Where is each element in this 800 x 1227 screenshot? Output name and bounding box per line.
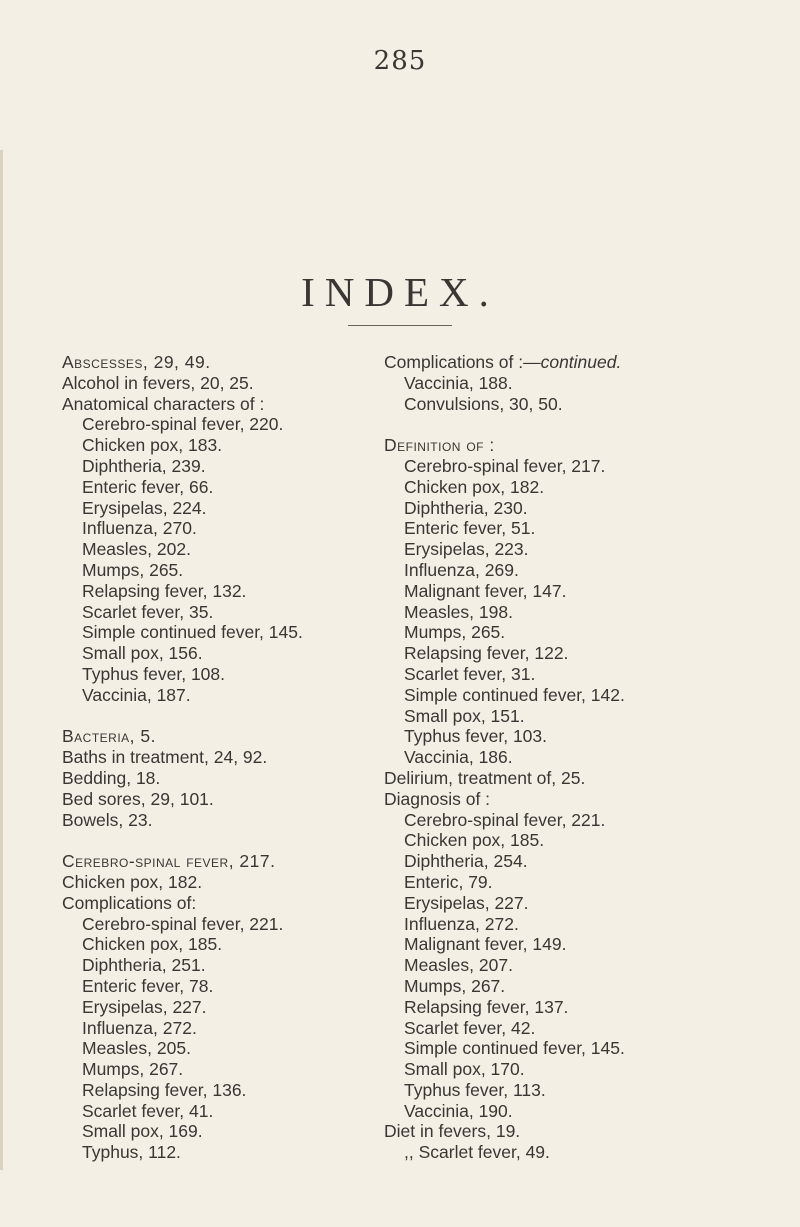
index-entry [384,1121,625,1142]
index-subentry [62,1101,303,1122]
index-subentry [384,498,625,519]
entry-text: Small pox, 156. [82,643,203,664]
index-subentry [384,394,625,415]
entry-text: Diphtheria, 230. [404,497,528,518]
index-subentry [384,934,625,955]
index-subentry [62,498,303,519]
index-column-right [384,352,625,1163]
entry-text: Enteric fever, 78. [82,975,214,996]
index-subentry [384,747,625,768]
index-subentry [62,539,303,560]
index-subentry [384,872,625,893]
entry-text: Cerebro-spinal fever, 221. [404,809,606,830]
index-subentry [384,456,625,477]
index-subentry [384,914,625,935]
continued-note: —continued. [523,352,622,372]
index-subentry [384,997,625,1018]
index-subentry [384,851,625,872]
index-column-left [62,352,303,1163]
index-subentry [384,602,625,623]
entry-text: Complications of : [384,352,524,372]
index-subentry [62,1080,303,1101]
index-entry [62,872,303,893]
index-subentry [62,1121,303,1142]
index-subentry [384,664,625,685]
page-number: 285 [373,46,427,76]
index-subentry [62,1018,303,1039]
entry-text: Mumps, 265. [82,559,184,580]
entry-text: Vaccinia, 186. [404,747,513,768]
entry-text: Influenza, 269. [404,559,519,580]
entry-text: Diphtheria, 251. [82,955,206,976]
entry-text: Abscesses, 29, 49. [62,352,211,372]
index-subentry [384,893,625,914]
entry-text: Complications of: [62,892,197,913]
entry-text: Enteric fever, 51. [404,518,536,539]
entry-text: Erysipelas, 227. [82,996,207,1017]
entry-text: Vaccinia, 190. [404,1100,513,1121]
index-subentry [384,539,625,560]
entry-text: Diphtheria, 239. [82,455,206,476]
entry-text: Measles, 207. [404,955,513,976]
index-subentry [62,976,303,997]
index-subentry [62,643,303,664]
entry-text: Mumps, 267. [82,1059,184,1080]
index-subentry [62,1038,303,1059]
index-subentry [62,414,303,435]
index-subentry [384,560,625,581]
entry-text: Chicken pox, 185. [404,830,545,851]
entry-text: Chicken pox, 182. [404,476,545,497]
entry-text: Relapsing fever, 137. [404,996,569,1017]
entry-text: Vaccinia, 187. [82,684,191,705]
entry-text: Mumps, 267. [404,975,506,996]
index-subentry [62,1059,303,1080]
page-title: INDEX. [301,269,499,315]
entry-text: Bedding, 18. [62,767,161,788]
index-subentry [62,664,303,685]
entry-text: Measles, 202. [82,539,191,560]
index-subentry [62,477,303,498]
entry-text: Simple continued fever, 145. [404,1038,625,1059]
index-subentry [384,477,625,498]
entry-text: Baths in treatment, 24, 92. [62,747,268,768]
index-subentry [384,1018,625,1039]
entry-text: Cerebro-spinal fever, 217. [404,455,606,476]
entry-text: Chicken pox, 183. [82,435,223,456]
entry-text: Bacteria, 5. [62,726,156,747]
index-subentry [384,622,625,643]
entry-text: Enteric, 79. [404,871,493,892]
entry-text: Alcohol in fevers, 20, 25. [62,372,254,393]
entry-text: Malignant fever, 149. [404,934,567,955]
index-subentry [62,560,303,581]
index-subentry [62,914,303,935]
index-subentry [384,518,625,539]
entry-text: Scarlet fever, 31. [404,663,536,684]
entry-text: Scarlet fever, 35. [82,601,214,622]
entry-text: Bowels, 23. [62,809,153,830]
index-subentry [384,1080,625,1101]
index-entry [384,352,625,373]
index-subentry [384,1059,625,1080]
index-subentry [384,706,625,727]
entry-text: Convulsions, 30, 50. [404,393,563,414]
entry-text: Small pox, 151. [404,705,525,726]
entry-text: Vaccinia, 188. [404,372,513,393]
index-subentry [384,685,625,706]
entry-text: Typhus, 112. [82,1142,181,1163]
entry-text: Delirium, treatment of, 25. [384,767,586,788]
entry-text: Cerebro-spinal fever, 220. [82,414,284,435]
index-subentry [384,976,625,997]
index-entry [62,893,303,914]
entry-text: Diet in fevers, 19. [384,1121,521,1142]
index-subentry [62,622,303,643]
index-entry [62,768,303,789]
index-entry [62,789,303,810]
entry-text: Mumps, 265. [404,622,506,643]
index-entry [62,373,303,394]
entry-text: Erysipelas, 223. [404,539,529,560]
index-subentry [62,934,303,955]
entry-text: Influenza, 270. [82,518,197,539]
index-subentry [62,518,303,539]
index-subentry [384,1038,625,1059]
entry-text: Relapsing fever, 136. [82,1079,247,1100]
index-entry [62,394,303,415]
index-subentry [62,997,303,1018]
index-subentry [384,830,625,851]
entry-text: Cerebro-spinal fever, 221. [82,913,284,934]
entry-text: Diagnosis of : [384,788,491,809]
entry-text: Diphtheria, 254. [404,851,528,872]
entry-text: Simple continued fever, 145. [82,622,303,643]
title-underline [348,325,452,326]
index-subentry [384,726,625,747]
index-entry [62,810,303,831]
index-subentry [384,955,625,976]
entry-text: Small pox, 170. [404,1059,525,1080]
entry-text: Relapsing fever, 122. [404,643,569,664]
entry-text: Measles, 205. [82,1038,191,1059]
index-entry [62,851,303,872]
entry-text: Typhus fever, 113. [404,1079,546,1100]
entry-text: Simple continued fever, 142. [404,684,625,705]
entry-text: ,, Scarlet fever, 49. [404,1142,550,1163]
index-subentry [62,456,303,477]
entry-text: Scarlet fever, 41. [82,1100,214,1121]
entry-text: Enteric fever, 66. [82,476,214,497]
index-subentry [62,602,303,623]
entry-text: Chicken pox, 185. [82,934,223,955]
index-entry [62,352,303,373]
entry-text: Measles, 198. [404,601,513,622]
entry-text: Typhus fever, 108. [82,663,226,684]
entry-text: Anatomical characters of : [62,393,265,414]
index-entry [62,726,303,747]
entry-text: Erysipelas, 227. [404,892,529,913]
index-entry [384,768,625,789]
entry-text: Influenza, 272. [404,913,519,934]
index-subentry [384,810,625,831]
entry-text: Malignant fever, 147. [404,580,567,601]
index-entry [62,747,303,768]
entry-text: Cerebro-spinal fever, 217. [62,851,276,872]
entry-text: Small pox, 169. [82,1121,203,1142]
entry-text: Relapsing fever, 132. [82,580,247,601]
index-entry [384,789,625,810]
index-subentry [62,581,303,602]
index-subentry [62,435,303,456]
index-subentry [384,1101,625,1122]
index-subentry [384,643,625,664]
index-subentry [62,1142,303,1163]
entry-text: Bed sores, 29, 101. [62,788,214,809]
index-subentry [62,685,303,706]
index-subentry [62,955,303,976]
entry-text: Definition of : [384,435,495,456]
entry-text: Influenza, 272. [82,1017,197,1038]
entry-text: Typhus fever, 103. [404,726,548,747]
index-subentry [384,1142,625,1163]
index-subentry [384,373,625,394]
index-subentry [384,581,625,602]
index-entry [384,435,625,456]
entry-text: Erysipelas, 224. [82,497,207,518]
entry-text: Chicken pox, 182. [62,871,203,892]
entry-text: Scarlet fever, 42. [404,1017,536,1038]
